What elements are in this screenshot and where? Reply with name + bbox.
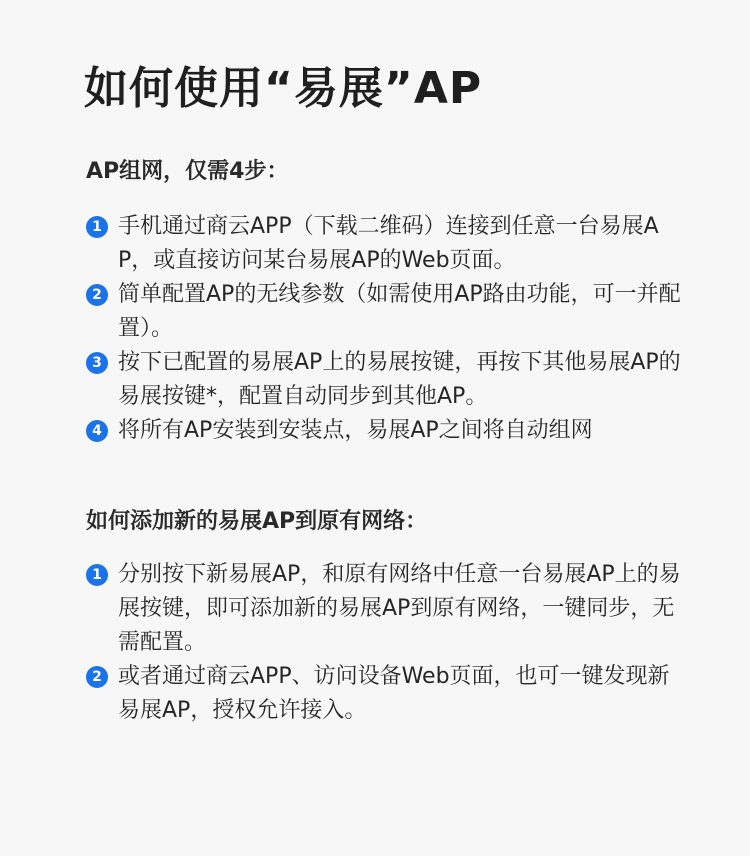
step-text: 分别按下新易展AP，和原有网络中任意一台易展AP上的易展按键，即可添加新的易展AP到原有网络，一键同步，无需配置。 — [118, 562, 681, 655]
steps-list-ap-networking — [86, 210, 686, 448]
list-item — [86, 346, 686, 414]
step-text: 或者通过商云APP、访问设备Web页面，也可一键发现新易展AP，授权允许接入。 — [118, 664, 670, 723]
list-item — [86, 210, 686, 278]
list-item — [86, 660, 686, 728]
step-number-badge: 1 — [86, 564, 108, 586]
step-text: 按下已配置的易展AP上的易展按键，再按下其他易展AP的易展按键*，配置自动同步到其他AP。 — [118, 350, 681, 409]
page-title: 如何使用“易展”AP — [84, 63, 483, 114]
steps-list-add-new-ap — [86, 558, 686, 728]
list-item — [86, 414, 686, 448]
section-heading-ap-networking: AP组网，仅需4步： — [86, 159, 289, 184]
step-text: 手机通过商云APP（下载二维码）连接到任意一台易展AP，或直接访问某台易展AP的Web页面。 — [118, 214, 659, 273]
section-heading-add-new-ap: 如何添加新的易展AP到原有网络： — [86, 509, 428, 534]
list-item — [86, 558, 686, 660]
list-item — [86, 278, 686, 346]
step-number-badge: 1 — [86, 216, 108, 238]
step-text: 简单配置AP的无线参数（如需使用AP路由功能，可一并配置）。 — [118, 282, 681, 341]
step-text: 将所有AP安装到安装点，易展AP之间将自动组网 — [118, 418, 593, 443]
step-number-badge: 2 — [86, 284, 108, 306]
step-number-badge: 3 — [86, 352, 108, 374]
step-number-badge: 4 — [86, 420, 108, 442]
step-number-badge: 2 — [86, 666, 108, 688]
